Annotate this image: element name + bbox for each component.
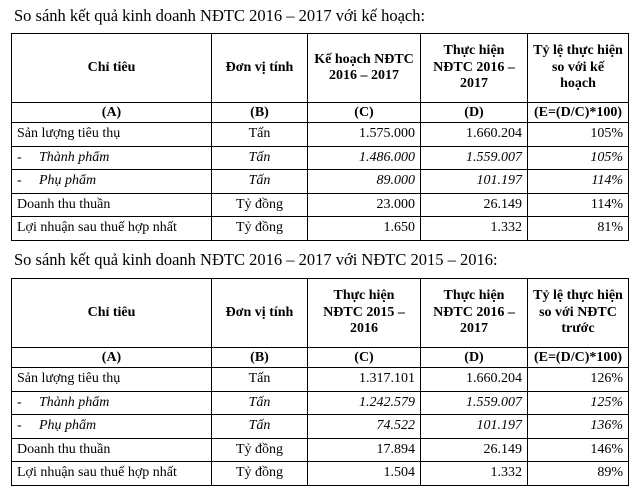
row-indicator: [12, 146, 212, 170]
row-value-c: 89.000: [308, 170, 421, 194]
row-unit: Tấn: [212, 415, 308, 439]
row-value-e: 114%: [528, 170, 629, 194]
table2-label-b: (B): [212, 348, 308, 368]
row-value-d: 26.149: [421, 438, 528, 462]
table-row: [12, 146, 629, 170]
table2-header-row: [12, 279, 629, 348]
table1-header-indicator: Chỉ tiêu: [12, 34, 212, 103]
row-value-d: 1.660.204: [421, 123, 528, 147]
table1-label-e: (E=(D/C)*100): [528, 103, 629, 123]
row-indicator-label: Thành phẩm: [39, 149, 110, 165]
table2-prior-year-comparison: [11, 278, 629, 486]
row-value-d: 1.332: [421, 217, 528, 241]
row-value-c: 74.522: [308, 415, 421, 439]
row-value-c: 1.650: [308, 217, 421, 241]
sub-item-marker: -: [17, 173, 22, 189]
table-row: [12, 193, 629, 217]
table1-header-unit: Đơn vị tính: [212, 34, 308, 103]
table1-header-ratio: Tỷ lệ thực hiện so với kế hoạch: [528, 34, 629, 103]
row-unit: Tỷ đồng: [212, 462, 308, 486]
row-value-c: 1.486.000: [308, 146, 421, 170]
table2-header-ratio: Tỷ lệ thực hiện so với NĐTC trước: [528, 279, 629, 348]
row-value-d: 1.559.007: [421, 146, 528, 170]
row-indicator-label: Thành phẩm: [39, 394, 110, 410]
table1-header-actual: Thực hiện NĐTC 2016 – 2017: [421, 34, 528, 103]
row-value-d: 26.149: [421, 193, 528, 217]
row-unit: Tỷ đồng: [212, 438, 308, 462]
row-unit: Tấn: [212, 391, 308, 415]
row-unit: Tấn: [212, 368, 308, 392]
table2-label-c: (C): [308, 348, 421, 368]
row-value-c: 1.504: [308, 462, 421, 486]
table2-label-e: (E=(D/C)*100): [528, 348, 629, 368]
row-indicator: Sản lượng tiêu thụ: [12, 123, 212, 147]
row-value-e: 146%: [528, 438, 629, 462]
sub-item-marker: -: [17, 394, 22, 410]
table-row: [12, 391, 629, 415]
row-unit: Tấn: [212, 123, 308, 147]
table2-header-unit: Đơn vị tính: [212, 279, 308, 348]
row-value-e: 105%: [528, 123, 629, 147]
row-value-e: 89%: [528, 462, 629, 486]
row-value-d: 1.559.007: [421, 391, 528, 415]
row-unit: Tỷ đồng: [212, 193, 308, 217]
table1-label-b: (B): [212, 103, 308, 123]
row-value-e: 125%: [528, 391, 629, 415]
row-indicator-label: Phụ phẩm: [39, 418, 97, 434]
row-unit: Tỷ đồng: [212, 217, 308, 241]
table1-label-d: (D): [421, 103, 528, 123]
table-row: [12, 170, 629, 194]
row-unit: Tấn: [212, 146, 308, 170]
table1-header-row: [12, 34, 629, 103]
row-value-e: 105%: [528, 146, 629, 170]
row-value-c: 1.575.000: [308, 123, 421, 147]
row-indicator: Lợi nhuận sau thuế hợp nhất: [12, 462, 212, 486]
row-value-d: 101.197: [421, 415, 528, 439]
table2-header-actual: Thực hiện NĐTC 2016 – 2017: [421, 279, 528, 348]
row-indicator: [12, 170, 212, 194]
row-value-e: 81%: [528, 217, 629, 241]
table2-label-a: (A): [12, 348, 212, 368]
row-indicator: Doanh thu thuần: [12, 193, 212, 217]
sub-item-marker: -: [17, 418, 22, 434]
row-value-e: 114%: [528, 193, 629, 217]
row-indicator: Doanh thu thuần: [12, 438, 212, 462]
row-value-e: 136%: [528, 415, 629, 439]
table1-label-a: (A): [12, 103, 212, 123]
row-indicator: Lợi nhuận sau thuế hợp nhất: [12, 217, 212, 241]
row-value-d: 1.660.204: [421, 368, 528, 392]
row-value-c: 23.000: [308, 193, 421, 217]
row-value-d: 101.197: [421, 170, 528, 194]
table-row: [12, 217, 629, 241]
table1-plan-comparison: [11, 33, 629, 241]
table2-label-d: (D): [421, 348, 528, 368]
table2-header-indicator: Chỉ tiêu: [12, 279, 212, 348]
table1-label-c: (C): [308, 103, 421, 123]
table-row: [12, 438, 629, 462]
table2-header-prior: Thực hiện NĐTC 2015 – 2016: [308, 279, 421, 348]
table-row: [12, 462, 629, 486]
row-indicator-label: Phụ phẩm: [39, 173, 97, 189]
table2-label-row: [12, 348, 629, 368]
row-value-c: 17.894: [308, 438, 421, 462]
row-value-d: 1.332: [421, 462, 528, 486]
table1-label-row: [12, 103, 629, 123]
table-row: [12, 368, 629, 392]
row-indicator: Sản lượng tiêu thụ: [12, 368, 212, 392]
table2-title: So sánh kết quả kinh doanh NĐTC 2016 – 2017 với NĐTC 2015 – 2016:: [14, 250, 498, 269]
row-unit: Tấn: [212, 170, 308, 194]
row-value-c: 1.242.579: [308, 391, 421, 415]
sub-item-marker: -: [17, 149, 22, 165]
table-row: [12, 123, 629, 147]
row-value-c: 1.317.101: [308, 368, 421, 392]
table1-header-plan: Kế hoạch NĐTC 2016 – 2017: [308, 34, 421, 103]
row-indicator: [12, 391, 212, 415]
table1-title: So sánh kết quả kinh doanh NĐTC 2016 – 2017 với kế hoạch:: [14, 6, 426, 25]
table-row: [12, 415, 629, 439]
row-value-e: 126%: [528, 368, 629, 392]
row-indicator: [12, 415, 212, 439]
